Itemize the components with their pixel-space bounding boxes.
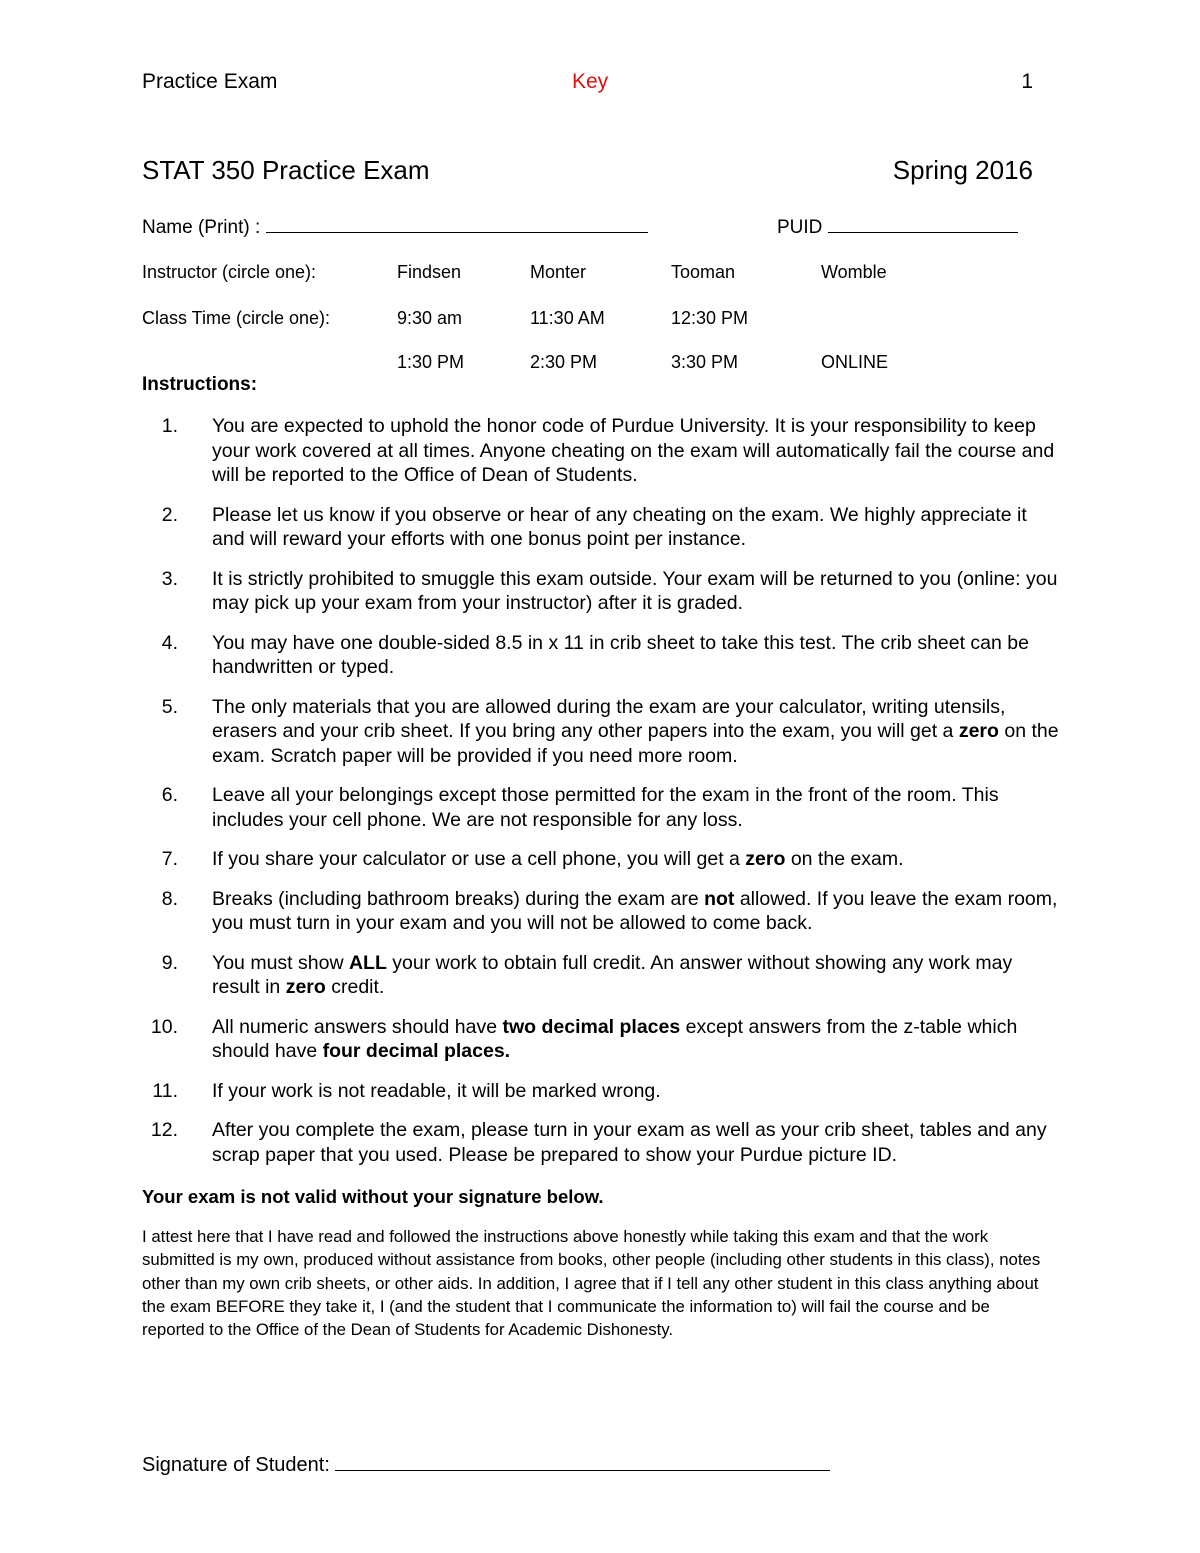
list-item [142, 414, 1062, 488]
item-text: You must show ALL your work to obtain full credit. An answer without showing any work may result in zero credit. [212, 951, 1013, 998]
item-text: The only materials that you are allowed during the exam are your calculator, writing utensils, erasers and your crib sheet. If you bring any other papers into the exam, you will get a zero on the exam. Scratch paper will be provided if you need more room. [212, 695, 1059, 767]
item-number: 2. [161, 503, 178, 526]
item-number: 7. [161, 848, 178, 870]
instructor-option[interactable]: Findsen [397, 262, 462, 282]
emphasis: zero [745, 848, 786, 870]
list-item [142, 631, 1062, 680]
signature-field[interactable] [142, 1450, 830, 1477]
answer-key-label: Key [572, 70, 609, 93]
item-number: 11. [152, 1079, 178, 1102]
item-text: It is strictly prohibited to smuggle this exam outside. Your exam will be returned to you (online: you may pick up your exam from your instructor) after it is graded. [212, 567, 1058, 614]
emphasis: zero [285, 976, 326, 998]
item-number: 4. [161, 631, 178, 654]
class-time-option[interactable]: 11:30 AM [530, 308, 605, 328]
item-text: Please let us know if you observe or hear of any cheating on the exam. We highly appreciate it and will reward your efforts with one bonus point per instance. [212, 503, 1027, 550]
item-number: 8. [161, 887, 178, 910]
exam-title: STAT 350 Practice Exam [142, 155, 430, 185]
list-item [142, 1079, 1062, 1104]
class-time-option[interactable]: 1:30 PM [397, 352, 465, 372]
emphasis: ALL [348, 951, 387, 974]
item-number: 1. [161, 415, 178, 437]
list-item [142, 1015, 1062, 1064]
item-text: Breaks (including bathroom breaks) during the exam are not allowed. If you leave the exam room, you must turn in your exam and you will not be allowed to come back. [212, 887, 1058, 934]
signature-label: Signature of Student: [142, 1454, 330, 1476]
emphasis: not [704, 887, 735, 910]
exam-term: Spring 2016 [892, 155, 1033, 185]
class-time-label: Class Time (circle one): [142, 308, 331, 328]
puid-field[interactable] [777, 214, 1018, 239]
class-time-option[interactable]: 12:30 PM [671, 308, 749, 328]
list-item [142, 783, 1062, 832]
emphasis: four decimal places. [322, 1040, 511, 1062]
item-text: Leave all your belongings except those permitted for the exam in the front of the room. This includes your cell phone. We are not responsible for any loss. [212, 784, 999, 831]
name-blank[interactable] [266, 214, 648, 233]
list-item [142, 951, 1062, 1000]
signature-blank[interactable] [335, 1450, 830, 1471]
instructor-option[interactable]: Womble [821, 262, 887, 282]
instructor-option[interactable]: Tooman [671, 262, 736, 282]
item-number: 3. [161, 567, 178, 590]
instructor-label: Instructor (circle one): [142, 262, 317, 282]
signature-warning: Your exam is not valid without your signature below. [142, 1186, 604, 1207]
class-time-option[interactable]: ONLINE [821, 352, 889, 372]
list-item [142, 887, 1062, 936]
instructions-heading: Instructions: [142, 374, 258, 395]
name-label: Name (Print) : [142, 217, 261, 238]
instructions-list [142, 414, 1062, 1182]
item-number: 9. [161, 951, 178, 974]
list-item [142, 503, 1062, 552]
puid-label: PUID [777, 217, 823, 238]
item-number: 12. [150, 1119, 178, 1141]
puid-blank[interactable] [828, 214, 1018, 233]
class-time-option[interactable]: 2:30 PM [530, 352, 598, 372]
list-item [142, 847, 1062, 872]
item-text: If you share your calculator or use a cell phone, you will get a zero on the exam. [212, 848, 904, 870]
item-text: If your work is not readable, it will be marked wrong. [212, 1079, 661, 1102]
running-header-title: Practice Exam [142, 70, 278, 93]
list-item [142, 1118, 1062, 1167]
class-time-option[interactable]: 3:30 PM [671, 352, 739, 372]
emphasis: zero [958, 720, 999, 742]
page-number: 1 [1021, 70, 1033, 93]
emphasis: two decimal places [502, 1015, 681, 1038]
list-item [142, 695, 1062, 769]
item-text: After you complete the exam, please turn in your exam as well as your crib sheet, tables and any scrap paper that you used. Please be prepared to show your Purdue picture ID. [212, 1119, 1047, 1166]
item-number: 10. [150, 1015, 178, 1038]
item-text: All numeric answers should have two decimal places except answers from the z-table which should have four decimal places. [212, 1015, 1018, 1062]
class-time-option[interactable]: 9:30 am [397, 308, 463, 328]
list-item [142, 567, 1062, 616]
attestation-text: I attest here that I have read and followed the instructions above honestly while taking this exam and that the work submitted is my own, produced without assistance from books, other people (including other students in this class), notes other than my own crib sheets, or other aids. In addition, I agree that if I tell any other student in this class anything about the exam BEFORE they take it, I (and the student that I communicate the information to) will fail the course and be reported to the Office of the Dean of Students for Academic Dishonesty. [142, 1227, 1041, 1340]
name-field[interactable] [142, 214, 648, 239]
item-number: 6. [161, 784, 178, 806]
item-text: You are expected to uphold the honor code of Purdue University. It is your responsibility to keep your work covered at all times. Anyone cheating on the exam will automatically fail the course and will be reported to the Office of Dean of Students. [212, 415, 1055, 486]
item-number: 5. [161, 695, 178, 718]
instructor-option[interactable]: Monter [530, 262, 587, 282]
item-text: You may have one double-sided 8.5 in x 11 in crib sheet to take this test. The crib sheet can be handwritten or typed. [212, 631, 1029, 678]
